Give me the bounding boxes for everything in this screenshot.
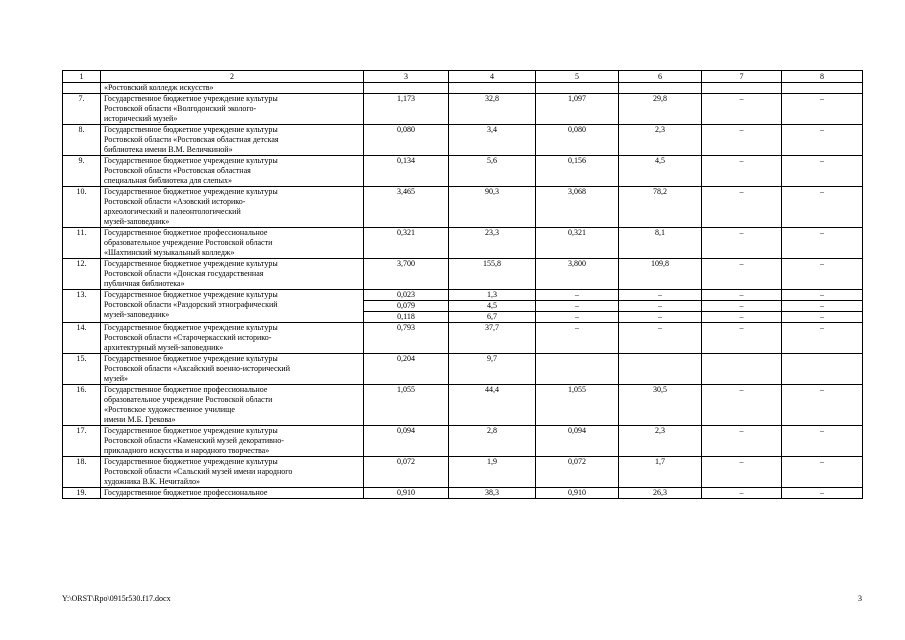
value-cell-col-7: – [702, 301, 782, 312]
value-cell-col-3: 0,204 [364, 354, 449, 385]
value-cell-col-4: 1,9 [449, 457, 536, 488]
table-row [63, 385, 863, 426]
institution-name-cell [101, 156, 364, 187]
value-cell-col-7 [702, 354, 782, 385]
value-cell-col-3: 3,465 [364, 187, 449, 228]
institution-name-cell [101, 187, 364, 228]
value-cell-col-8: – [782, 125, 863, 156]
table-row [63, 488, 863, 499]
value-cell-col-4: 6,7 [449, 312, 536, 323]
value-cell-col-8: – [782, 312, 863, 323]
institution-name-line: Ростовской области «Азовский историко- [104, 197, 246, 206]
column-header: 4 [449, 71, 536, 83]
value-cell-col-5: 3,068 [536, 187, 619, 228]
institution-name-line: Ростовской области «Раздорский этнографический [104, 300, 278, 309]
institution-name-cell [101, 83, 364, 94]
institution-name-line: Ростовской области «Старочеркасский историко- [104, 333, 272, 342]
institution-name-line: Государственное бюджетное учреждение культуры [104, 259, 278, 268]
value-cell-col-7: – [702, 290, 782, 301]
value-cell-col-4: 90,3 [449, 187, 536, 228]
value-cell-col-8: – [782, 323, 863, 354]
value-cell-col-5: – [536, 312, 619, 323]
institution-name-line: образовательное учреждение Ростовской области [104, 238, 273, 247]
column-header: 1 [63, 71, 101, 83]
value-cell-col-8: – [782, 426, 863, 457]
value-cell-col-6: – [619, 301, 702, 312]
row-number-cell: 8. [63, 125, 101, 156]
table-row [63, 187, 863, 228]
value-cell-col-7: – [702, 228, 782, 259]
value-cell-col-4: 44,4 [449, 385, 536, 426]
institution-name-line: публичная библиотека» [104, 279, 185, 288]
table-row [63, 156, 863, 187]
institution-name-line: специальная библиотека для слепых» [104, 176, 232, 185]
value-cell-col-7: – [702, 125, 782, 156]
institution-name-line: художника В.К. Нечитайло» [104, 477, 200, 486]
table-row [63, 83, 863, 94]
row-number-cell: 13. [63, 290, 101, 323]
value-cell-col-6: – [619, 323, 702, 354]
row-number-cell: 7. [63, 94, 101, 125]
institution-name-line: Государственное бюджетное учреждение культуры [104, 354, 278, 363]
institution-name-line: «Шахтинский музыкальный колледж» [104, 248, 235, 257]
institution-name-line: «Ростовский колледж искусств» [104, 83, 214, 92]
institution-name-line: образовательное учреждение Ростовской области [104, 395, 273, 404]
value-cell-col-3 [364, 83, 449, 94]
institution-name-line: Ростовской области «Ростовская областная [104, 166, 251, 175]
value-cell-col-6: 26,3 [619, 488, 702, 499]
institution-name-cell [101, 94, 364, 125]
value-cell-col-7: – [702, 488, 782, 499]
table-row [63, 228, 863, 259]
row-number-cell: 17. [63, 426, 101, 457]
institution-name-cell [101, 354, 364, 385]
table-row [63, 426, 863, 457]
value-cell-col-3: 0,094 [364, 426, 449, 457]
value-cell-col-5: 0,094 [536, 426, 619, 457]
value-cell-col-5: 0,156 [536, 156, 619, 187]
value-cell-col-8: – [782, 301, 863, 312]
value-cell-col-6 [619, 354, 702, 385]
institution-name-cell [101, 457, 364, 488]
value-cell-col-6: 4,5 [619, 156, 702, 187]
column-header: 5 [536, 71, 619, 83]
value-cell-col-8: – [782, 228, 863, 259]
value-cell-col-3: 0,321 [364, 228, 449, 259]
table-row [63, 290, 863, 301]
value-cell-col-7: – [702, 259, 782, 290]
value-cell-col-4: 23,3 [449, 228, 536, 259]
row-number-cell: 11. [63, 228, 101, 259]
value-cell-col-8: – [782, 488, 863, 499]
value-cell-col-8: – [782, 187, 863, 228]
institution-name-line: «Ростовское художественное училище [104, 405, 235, 414]
value-cell-col-6: 78,2 [619, 187, 702, 228]
institution-name-line: музей-заповедник» [104, 310, 170, 319]
value-cell-col-4 [449, 83, 536, 94]
value-cell-col-3: 0,079 [364, 301, 449, 312]
column-header: 6 [619, 71, 702, 83]
institution-name-line: Государственное бюджетное профессиональное [104, 385, 268, 394]
table-row [63, 457, 863, 488]
value-cell-col-5: 1,055 [536, 385, 619, 426]
row-number-cell: 18. [63, 457, 101, 488]
value-cell-col-5: 3,800 [536, 259, 619, 290]
institution-name-line: библиотека имени В.М. Величкиной» [104, 145, 233, 154]
value-cell-col-6: 29,8 [619, 94, 702, 125]
institution-name-cell [101, 259, 364, 290]
value-cell-col-8: – [782, 94, 863, 125]
value-cell-col-5 [536, 83, 619, 94]
institution-name-line: археологический и палеонтологический [104, 207, 241, 216]
value-cell-col-5: 1,097 [536, 94, 619, 125]
institution-name-line: Ростовской области «Сальский музей имени народного [104, 467, 293, 476]
institution-name-cell [101, 385, 364, 426]
value-cell-col-5: 0,321 [536, 228, 619, 259]
column-header: 8 [782, 71, 863, 83]
table-row [63, 259, 863, 290]
institution-name-line: Государственное бюджетное учреждение культуры [104, 187, 278, 196]
column-header: 3 [364, 71, 449, 83]
institution-name-line: музей-заповедник» [104, 217, 170, 226]
value-cell-col-5: – [536, 290, 619, 301]
column-header: 2 [101, 71, 364, 83]
value-cell-col-4: 1,3 [449, 290, 536, 301]
page-number: 3 [858, 594, 862, 603]
value-cell-col-3: 0,793 [364, 323, 449, 354]
value-cell-col-3: 3,700 [364, 259, 449, 290]
value-cell-col-7 [702, 83, 782, 94]
value-cell-col-4: 9,7 [449, 354, 536, 385]
institution-name-cell [101, 290, 364, 323]
value-cell-col-6: 1,7 [619, 457, 702, 488]
institution-name-line: имени М.Б. Грекова» [104, 415, 176, 424]
value-cell-col-3: 0,118 [364, 312, 449, 323]
value-cell-col-7: – [702, 187, 782, 228]
institution-name-line: Государственное бюджетное профессиональное [104, 228, 268, 237]
value-cell-col-5 [536, 354, 619, 385]
institution-name-line: Ростовской области «Ростовская областная детская [104, 135, 279, 144]
value-cell-col-8: – [782, 457, 863, 488]
institution-name-cell [101, 488, 364, 499]
value-cell-col-7: – [702, 457, 782, 488]
value-cell-col-5: – [536, 323, 619, 354]
institution-name-line: исторический музей» [104, 114, 178, 123]
value-cell-col-4: 5,6 [449, 156, 536, 187]
value-cell-col-4: 2,8 [449, 426, 536, 457]
value-cell-col-3: 0,023 [364, 290, 449, 301]
value-cell-col-3: 0,080 [364, 125, 449, 156]
institution-name-line: Ростовской области «Каменский музей декоративно- [104, 436, 284, 445]
table-body [63, 83, 863, 499]
value-cell-col-7: – [702, 426, 782, 457]
institution-name-cell [101, 426, 364, 457]
row-number-cell: 10. [63, 187, 101, 228]
institution-name-line: Ростовской области «Аксайский военно-исторический [104, 364, 290, 373]
table-row [63, 125, 863, 156]
value-cell-col-7: – [702, 385, 782, 426]
value-cell-col-4: 4,5 [449, 301, 536, 312]
value-cell-col-8: – [782, 259, 863, 290]
row-number-cell: 15. [63, 354, 101, 385]
value-cell-col-4: 155,8 [449, 259, 536, 290]
column-header: 7 [702, 71, 782, 83]
institution-name-line: архитектурный музей-заповедник» [104, 343, 224, 352]
value-cell-col-6: 2,3 [619, 426, 702, 457]
institution-name-cell [101, 228, 364, 259]
institution-name-line: Государственное бюджетное учреждение культуры [104, 426, 278, 435]
value-cell-col-8 [782, 354, 863, 385]
value-cell-col-6: – [619, 312, 702, 323]
row-number-cell: 16. [63, 385, 101, 426]
institution-name-line: Государственное бюджетное учреждение культуры [104, 125, 278, 134]
value-cell-col-6: 2,3 [619, 125, 702, 156]
value-cell-col-3: 0,134 [364, 156, 449, 187]
value-cell-col-4: 3,4 [449, 125, 536, 156]
institution-name-cell [101, 323, 364, 354]
header-row [63, 71, 863, 83]
institution-name-line: Ростовской области «Волгодонский эколого- [104, 104, 257, 113]
institution-name-cell [101, 125, 364, 156]
row-number-cell: 14. [63, 323, 101, 354]
value-cell-col-8: – [782, 385, 863, 426]
table-row [63, 323, 863, 354]
value-cell-col-4: 38,3 [449, 488, 536, 499]
value-cell-col-3: 0,072 [364, 457, 449, 488]
value-cell-col-3: 1,173 [364, 94, 449, 125]
table-row [63, 354, 863, 385]
institution-name-line: Государственное бюджетное учреждение культуры [104, 94, 278, 103]
row-number-cell: 9. [63, 156, 101, 187]
institution-name-line: Ростовской области «Донская государственная [104, 269, 264, 278]
value-cell-col-8: – [782, 156, 863, 187]
value-cell-col-6: 8,1 [619, 228, 702, 259]
institution-name-line: Государственное бюджетное учреждение культуры [104, 156, 278, 165]
value-cell-col-6: – [619, 290, 702, 301]
value-cell-col-4: 32,8 [449, 94, 536, 125]
value-cell-col-6 [619, 83, 702, 94]
row-number-cell [63, 83, 101, 94]
institution-name-line: Государственное бюджетное учреждение культуры [104, 290, 278, 299]
value-cell-col-5: 0,080 [536, 125, 619, 156]
institution-name-line: Государственное бюджетное учреждение культуры [104, 457, 278, 466]
value-cell-col-7: – [702, 312, 782, 323]
institution-name-line: Государственное бюджетное учреждение культуры [104, 323, 278, 332]
file-path-footer: Y:\ORST\Rpo\0915r530.f17.docx [62, 594, 171, 603]
value-cell-col-5: 0,910 [536, 488, 619, 499]
value-cell-col-7: – [702, 156, 782, 187]
row-number-cell: 19. [63, 488, 101, 499]
institution-name-line: прикладного искусства и народного творчества» [104, 446, 270, 455]
value-cell-col-7: – [702, 323, 782, 354]
table-row [63, 94, 863, 125]
value-cell-col-8 [782, 83, 863, 94]
value-cell-col-5: 0,072 [536, 457, 619, 488]
institution-name-line: музей» [104, 374, 129, 383]
value-cell-col-6: 30,5 [619, 385, 702, 426]
value-cell-col-3: 1,055 [364, 385, 449, 426]
value-cell-col-4: 37,7 [449, 323, 536, 354]
value-cell-col-8: – [782, 290, 863, 301]
institution-name-line: Государственное бюджетное профессиональное [104, 488, 268, 497]
row-number-cell: 12. [63, 259, 101, 290]
value-cell-col-6: 109,8 [619, 259, 702, 290]
value-cell-col-7: – [702, 94, 782, 125]
value-cell-col-3: 0,910 [364, 488, 449, 499]
data-table [62, 70, 863, 499]
value-cell-col-5: – [536, 301, 619, 312]
